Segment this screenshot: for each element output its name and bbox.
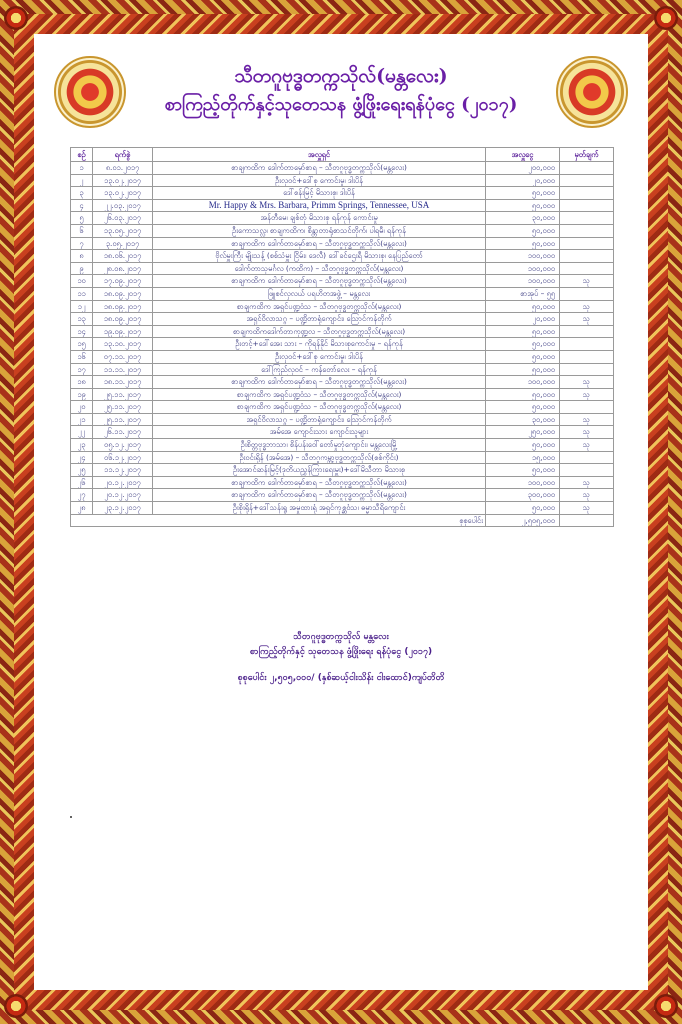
- row-amount: ၁၀၀,၀၀၀: [486, 476, 560, 489]
- row-note: [560, 250, 614, 263]
- table-row: [71, 250, 614, 263]
- row-amount: ၃၀,၀၀၀: [486, 413, 560, 426]
- corner-ornament-icon: [654, 994, 678, 1018]
- row-number: ၁၆: [71, 350, 93, 363]
- row-donor: အရှင်ဝိလာသဂ္ဂ – ပဏ္ဍိတာရုံကျောင်း၊ သြောင်ကန်တိုက်: [153, 413, 486, 426]
- table-row: [71, 187, 614, 200]
- total-note: [560, 514, 614, 527]
- row-amount: ၅၀,၀၀၀: [486, 338, 560, 351]
- row-donor: ဦးစိတ္တဗုဒ္ဓဘာသာ၊ စိန်ပန်းဝေါ်တော်မှုဘုံကျောင်း၊ မန္တလေးမြို့: [153, 439, 486, 452]
- row-date: ၂၀.၁၂.၂၀၁၇: [93, 489, 153, 502]
- total-amount: ၂,၅၀၅,၀၀၀: [486, 514, 560, 527]
- row-date: ၀၆.၁၂.၂၀၁၇: [93, 451, 153, 464]
- row-donor: ဦးဝင်းရိုန် (အမ်အေ) – သီတဂူကမ္ဘာ့ဗုဒ္ဓတက္ကသိုလ်(စစ်ကိုင်း): [153, 451, 486, 464]
- row-number: ၂၆: [71, 476, 93, 489]
- row-note: [560, 287, 614, 300]
- row-amount: ၅၀,၀၀၀: [486, 325, 560, 338]
- row-note: [560, 212, 614, 225]
- row-number: ၁၃: [71, 313, 93, 326]
- row-donor: စာချကထိက ဒေါက်တာမှော်စာရ – သီတဂူဗုဒ္ဓတက္ကသိုလ်(မန္တလေး): [153, 237, 486, 250]
- row-amount: ၅၀,၀၀၀: [486, 363, 560, 376]
- row-note: သု: [560, 313, 614, 326]
- donation-table: [70, 147, 614, 527]
- row-number: ၂၄: [71, 451, 93, 464]
- total-label: စုစုပေါင်း: [71, 514, 486, 527]
- row-note: သု: [560, 275, 614, 288]
- row-note: [560, 174, 614, 187]
- table-row: [71, 199, 614, 212]
- table-row: [71, 287, 614, 300]
- row-number: ၁၀: [71, 275, 93, 288]
- table-row: [71, 388, 614, 401]
- row-number: ၂၃: [71, 439, 93, 452]
- row-donor: ဒေါ်စန်းမြင့် မိသားစု၊ ဒါးပိန်: [153, 187, 486, 200]
- page-subtitle: စာကြည့်တိုက်နှင့်သုတေသန ဖွံ့ဖြိုးရေးရန်ပုံငွေ (၂၀၁၇): [164, 94, 518, 115]
- row-number: ၁၇: [71, 363, 93, 376]
- footer-line-2: စာကြည့်တိုက်နှင့် သုတေသန ဖွံ့ဖြိုးရေး ရန်ပုံငွေ (၂၀၁၇): [249, 647, 433, 657]
- table-row: [71, 162, 614, 175]
- row-donor: ဗိုလ်မှူးကြီး မျိုးသန့် (စစ်သံမှူး ငြိမ်း၊ ဒေလီ) ဒေါ်ခင်ဌေးရီ မိသားစု၊ နေပြည်တော်: [153, 250, 486, 263]
- row-donor: ဦးကောသလ္လ၊ စာချကထိက၊ စိန္တာတာရုံစာသင်တိုက်၊ ပါရမီ၊ ရန်ကုန်: [153, 224, 486, 237]
- row-donor: အန်တီမေ၊ ချစ်တုံ မိသားစု ရန်ကုန် ကောင်းမှု: [153, 212, 486, 225]
- table-row: [71, 401, 614, 414]
- row-donor: အမ်အေ ကျောင်းသား ကျောင်းသူများ: [153, 426, 486, 439]
- row-note: [560, 162, 614, 175]
- footer-line-1: သီတဂူဗုဒ္ဓတက္ကသိုလ် မန္တလေး: [293, 632, 389, 642]
- row-note: သု: [560, 439, 614, 452]
- row-date: ၁၈.၁၁.၂၀၁၇: [93, 376, 153, 389]
- row-number: ၂၀: [71, 401, 93, 414]
- row-date: ၁၈.၀၉.၂၀၁၇: [93, 300, 153, 313]
- row-donor: အရှင်ဝိလာသဂ္ဂ – ပဏ္ဍိတာရုံကျောင်း၊ သြောင်ကန်တိုက်: [153, 313, 486, 326]
- row-date: ၂၅.၁၁.၂၀၁၇: [93, 388, 153, 401]
- row-amount: ၁၅,၀၀၀: [486, 451, 560, 464]
- row-donor: ဦးလှဝင်+ဒေါ်စု ကောင်းမှု၊ ဒါးပိန်: [153, 174, 486, 187]
- table-row: [71, 174, 614, 187]
- row-number: ၁၄: [71, 325, 93, 338]
- row-number: ၂၂: [71, 426, 93, 439]
- table-header-row: [71, 148, 614, 162]
- footer-total-text: စုစုပေါင်း ၂,၅၀၅,၀၀၀/ (နှစ်ဆယ့်ငါးသိန်း ငါးထောင်)ကျပ်တိတိ: [237, 673, 445, 683]
- row-donor: ဦးတင့်+ဒေါ်အေး သား – ကိုရန်နိုင် မိသားစုကောင်းမှု – ရန်ကုန်: [153, 338, 486, 351]
- column-header: မှတ်ချက်: [560, 148, 614, 162]
- row-amount: ၂၀,၀၀၀: [486, 313, 560, 326]
- table-row: [71, 212, 614, 225]
- table-row: [71, 363, 614, 376]
- row-date: ၃.၀၅.၂၀၁၇: [93, 237, 153, 250]
- table-row: [71, 224, 614, 237]
- row-amount: ၂၀၀,၀၀၀: [486, 162, 560, 175]
- row-note: သု: [560, 300, 614, 313]
- row-amount: ၅၀,၀၀၀: [486, 464, 560, 477]
- row-date: ၂၅.၁၁.၂၀၁၇: [93, 401, 153, 414]
- table-row: [71, 464, 614, 477]
- table-row: [71, 350, 614, 363]
- table-row: [71, 413, 614, 426]
- row-note: [560, 237, 614, 250]
- row-amount: ၅၀,၀၀၀: [486, 350, 560, 363]
- row-number: ၁၈: [71, 376, 93, 389]
- table-row: [71, 426, 614, 439]
- row-note: သု: [560, 388, 614, 401]
- table-row: [71, 451, 614, 464]
- row-amount: ၁၀၀,၀၀၀: [486, 262, 560, 275]
- row-amount: ၁၀၀,၀၀၀: [486, 376, 560, 389]
- column-header: အလှူငွေ: [486, 148, 560, 162]
- row-donor: စာချကထိက ဒေါက်တာမှော်စာရ – သီတဂူဗုဒ္ဓတက္ကသိုလ်(မန္တလေး): [153, 275, 486, 288]
- row-donor: ဒေါ်ကြည်လှဝင် – ကန်တော်လေး – ရန်ကုန်: [153, 363, 486, 376]
- row-date: ၂၆.၀၃.၂၀၁၇: [93, 212, 153, 225]
- row-amount: ၅၀,၀၀၀: [486, 401, 560, 414]
- row-date: ၁၉.၀၉.၂၀၁၇: [93, 325, 153, 338]
- row-date: ၂၈.၀၈.၂၀၁၇: [93, 262, 153, 275]
- row-date: ၁၃.၀၂.၂၀၁၇: [93, 174, 153, 187]
- row-number: ၇: [71, 237, 93, 250]
- row-donor: ဖြူစင်လှလယ် ပရဟိတအဖွဲ့ – မန္တလေး: [153, 287, 486, 300]
- row-donor: ဒေါက်တာသုမင်္ဂလ (ကထိက) – သီတဂူဗုဒ္ဓတက္ကသိုလ်(မန္တလေး): [153, 262, 486, 275]
- row-note: သု: [560, 413, 614, 426]
- row-number: ၈: [71, 250, 93, 263]
- row-date: ၁၃.၀၅.၂၀၁၇: [93, 224, 153, 237]
- row-date: ၈.၀၁.၂၀၁၇: [93, 162, 153, 175]
- row-date: ၂၆.၁၁.၂၀၁၇: [93, 426, 153, 439]
- row-date: ၁၃.၀၂.၂၀၁၇: [93, 187, 153, 200]
- row-date: ၁၁.၁၁.၂၀၁၇: [93, 363, 153, 376]
- page-title: သီတဂူဗုဒ္ဓတက္ကသိုလ်(မန္တလေး): [234, 65, 448, 87]
- row-amount: ၂၅၀,၀၀၀: [486, 426, 560, 439]
- table-row: [71, 439, 614, 452]
- row-number: ၉: [71, 262, 93, 275]
- row-donor: စာချကထိက ဒေါက်တာမှော်စာရ – သီတဂူဗုဒ္ဓတက္ကသိုလ်(မန္တလေး): [153, 162, 486, 175]
- row-amount: ၅၀,၀၀၀: [486, 300, 560, 313]
- row-donor: စာချကထိက ဒေါက်တာမှော်စာရ – သီတဂူဗုဒ္ဓတက္ကသိုလ်(မန္တလေး): [153, 476, 486, 489]
- table-row: [71, 502, 614, 515]
- row-donor: စာချကထိက အရှင်ပဏ္ဍဝံသ – သီတဂူဗုဒ္ဓတက္ကသိုလ်(မန္တလေး): [153, 388, 486, 401]
- row-amount: ၅၀,၀၀၀: [486, 199, 560, 212]
- row-note: [560, 325, 614, 338]
- row-donor: ဦးလှဝင်+ဒေါ်စု ကောင်းမှု၊ ဒါးပိန်: [153, 350, 486, 363]
- row-note: [560, 401, 614, 414]
- row-note: [560, 464, 614, 477]
- table-row: [71, 325, 614, 338]
- row-note: [560, 451, 614, 464]
- row-note: [560, 187, 614, 200]
- row-donor: Mr. Happy & Mrs. Barbara, Primm Springs, Tennessee, USA: [153, 199, 486, 212]
- row-note: သု: [560, 489, 614, 502]
- row-number: ၁၁: [71, 287, 93, 300]
- row-donor: စာချကထိက ဒေါက်တာမှော်စာရ – သီတဂူဗုဒ္ဓတက္ကသိုလ်(မန္တလေး): [153, 489, 486, 502]
- row-note: [560, 262, 614, 275]
- table-row: [71, 489, 614, 502]
- row-date: ၂၃.၁၂.၂၀၁၇: [93, 502, 153, 515]
- row-note: [560, 199, 614, 212]
- row-date: ၀၅.၁၂.၂၀၁၇: [93, 439, 153, 452]
- row-number: ၂: [71, 174, 93, 187]
- row-date: ၁၈.၀၆.၂၀၁၇: [93, 250, 153, 263]
- row-number: ၂၈: [71, 502, 93, 515]
- row-number: ၁၅: [71, 338, 93, 351]
- row-number: ၂၁: [71, 413, 93, 426]
- row-number: ၁၉: [71, 388, 93, 401]
- row-amount: ၃၀,၀၀၀: [486, 212, 560, 225]
- row-date: ၀၇.၁၁.၂၀၁၇: [93, 350, 153, 363]
- row-donor: ဦးစိုးရိုန်+ဒေါ်သန်းရွ အမှုထားရုံ အရှင်ကုစ္ဆဝံသ၊ ဓမ္မာသီရိကျောင်း: [153, 502, 486, 515]
- table-row: [71, 262, 614, 275]
- row-amount: ၁၀၀,၀၀၀: [486, 275, 560, 288]
- row-amount: ၅၀,၀၀၀: [486, 388, 560, 401]
- row-number: ၃: [71, 187, 93, 200]
- row-number: ၂၇: [71, 489, 93, 502]
- row-amount: ၅၀,၀၀၀: [486, 187, 560, 200]
- row-note: သု: [560, 502, 614, 515]
- row-number: ၅: [71, 212, 93, 225]
- row-date: ၁၈.၀၉.၂၀၁၇: [93, 287, 153, 300]
- row-date: ၁၁.၁၂.၂၀၁၇: [93, 464, 153, 477]
- row-note: [560, 338, 614, 351]
- row-date: ၂၅.၁၁.၂၀၁၇: [93, 413, 153, 426]
- row-date: ၁၇.၀၉.၂၀၁၇: [93, 275, 153, 288]
- column-header: ရက်စွဲ: [93, 148, 153, 162]
- row-amount: ၅၀,၀၀၀: [486, 439, 560, 452]
- row-number: ၂၅: [71, 464, 93, 477]
- corner-ornament-icon: [654, 6, 678, 30]
- table-row: [71, 313, 614, 326]
- row-note: [560, 350, 614, 363]
- table-row: [71, 376, 614, 389]
- row-amount: စာအုပ် – ၅၅: [486, 287, 560, 300]
- stray-dot: [70, 816, 72, 818]
- row-amount: ၁၀၀,၀၀၀: [486, 250, 560, 263]
- row-donor: စာချကထိက ဒေါက်တာမှော်စာရ – သီတဂူဗုဒ္ဓတက္ကသိုလ်(မန္တလေး): [153, 376, 486, 389]
- row-amount: ၅၀,၀၀၀: [486, 502, 560, 515]
- document-page: [34, 34, 648, 990]
- row-number: ၁၂: [71, 300, 93, 313]
- table-row: [71, 237, 614, 250]
- row-amount: ၃၀၀,၀၀၀: [486, 489, 560, 502]
- column-header: စဉ်: [71, 148, 93, 162]
- row-date: ၂၀.၁၂.၂၀၁၇: [93, 476, 153, 489]
- row-date: ၁၈.၀၉.၂၀၁၇: [93, 313, 153, 326]
- row-note: သု: [560, 426, 614, 439]
- row-donor: ဦးအောင်ဆန်းမြင့်(ဒုတိယညွှန်ကြားရေးမှူး)+ဒေါ်မိသီတာ မိသားစု: [153, 464, 486, 477]
- corner-ornament-icon: [4, 6, 28, 30]
- row-date: ၁၃.၁၀.၂၀၁၇: [93, 338, 153, 351]
- row-amount: ၅၀,၀၀၀: [486, 237, 560, 250]
- corner-ornament-icon: [4, 994, 28, 1018]
- row-donor: စာချကထိကဒေါက်တာကုဏ္ဍလ – သီတဂူဗုဒ္ဓတက္ကသိုလ်(မန္တလေး): [153, 325, 486, 338]
- total-row: [71, 514, 614, 527]
- table-row: [71, 338, 614, 351]
- row-date: ၂၂.၀၃.၂၀၁၇: [93, 199, 153, 212]
- row-note: [560, 224, 614, 237]
- row-donor: စာချကထိက အရှင်ပဏ္ဍဝံသ – သီတဂူဗုဒ္ဓတက္ကသိုလ်(မန္တလေး): [153, 300, 486, 313]
- row-number: ၁: [71, 162, 93, 175]
- row-number: ၄: [71, 199, 93, 212]
- row-number: ၆: [71, 224, 93, 237]
- row-note: သု: [560, 376, 614, 389]
- row-note: [560, 363, 614, 376]
- table-row: [71, 476, 614, 489]
- row-amount: ၂၀,၀၀၀: [486, 174, 560, 187]
- table-row: [71, 300, 614, 313]
- table-row: [71, 275, 614, 288]
- row-amount: ၅၀,၀၀၀: [486, 224, 560, 237]
- column-header: အလှူရှင်: [153, 148, 486, 162]
- row-note: သု: [560, 476, 614, 489]
- row-donor: စာချကထိက အရှင်ပဏ္ဍဝံသ – သီတဂူဗုဒ္ဓတက္ကသိုလ်(မန္တလေး): [153, 401, 486, 414]
